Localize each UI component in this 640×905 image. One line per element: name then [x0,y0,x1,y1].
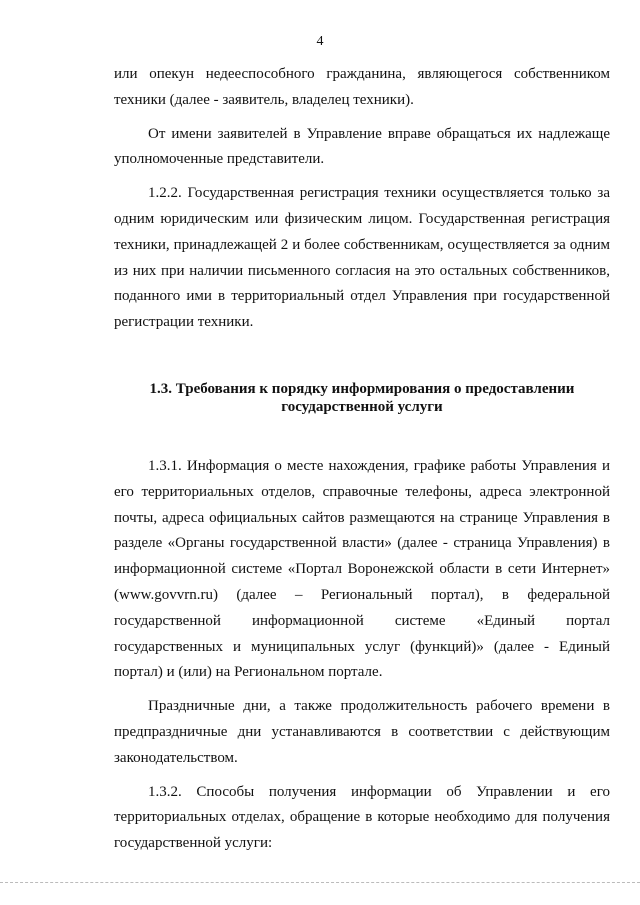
section-heading-1-3 [114,380,610,416]
page-number: 4 [316,34,324,49]
paragraph-1-3-1: 1.3.1. Информация о месте нахождения, графике работы Управления и его территориальных отделов, справочные телефоны, адреса электронной почты, адреса официальных сайтов размещаются на странице Управления в разделе «Органы государственной власти» (далее - страница Управления) в информационной системе «Портал Воронежской области в сети Интернет» (www.govvrn.ru) (далее – Региональный портал), в федеральной государственной информационной системе «Единый портал государственных и муниципальных услуг (функций)» (далее - Единый портал) и (или) на Региональном портале. [114,457,610,681]
paragraph-representatives: От имени заявителей в Управление вправе обращаться их надлежаще уполномоченные представители. [114,125,610,168]
paragraph-applicant-continuation: или опекун недееспособного гражданина, являющегося собственником техники (далее - заявитель, владелец техники). [114,66,610,108]
paragraph-1-3-2: 1.3.2. Способы получения информации об Управлении и его территориальных отделах, обращение в которые необходимо для получения государственной услуги: [114,783,610,852]
document-body [114,62,610,857]
paragraph-holidays: Праздничные дни, а также продолжительность рабочего времени в предпраздничные дни устанавливаются в соответствии с действующим законодательством. [114,698,610,766]
scan-bottom-edge [0,882,640,883]
paragraph-1-2-2: 1.2.2. Государственная регистрация техники осуществляется только за одним юридическим или физическим лицом. Государственная регистрация техники, принадлежащей 2 и более собственникам, осуществляется за одним из них при наличии письменного согласия на это остальных собственников, поданного ими в территориальный отдел Управления при государственной регистрации техники. [114,185,610,331]
section-heading-line-1: 1.3. Требования к порядку информирования о предоставлении [149,380,575,397]
section-heading-line-2: государственной услуги [281,398,443,415]
